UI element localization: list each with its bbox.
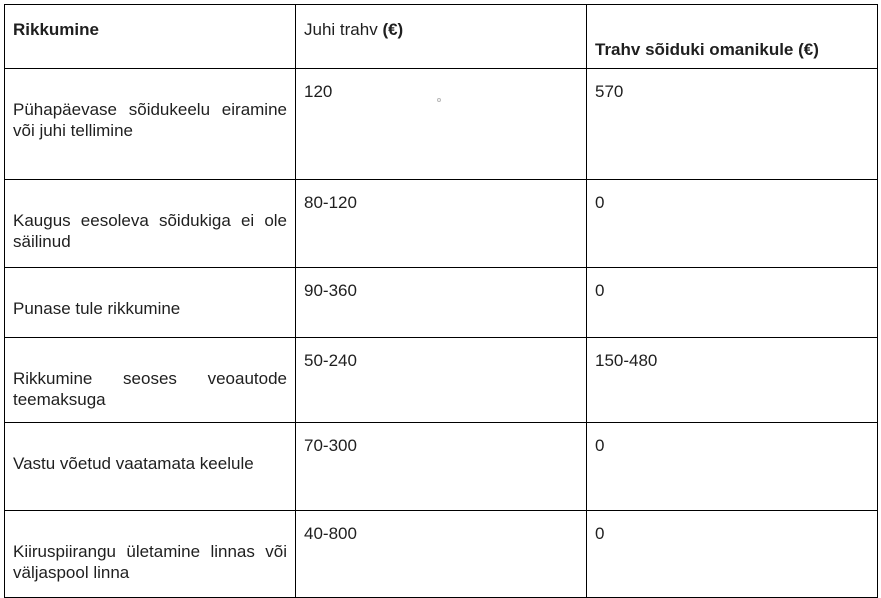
rule-text: Vastu võetud vaatamata keelule bbox=[13, 454, 254, 473]
rule-text: Kiiruspiirangu ületamine linnas või väljaspool linna bbox=[13, 542, 287, 582]
owner-fine-cell bbox=[587, 180, 878, 268]
owner-fine-value: 0 bbox=[595, 436, 605, 455]
driver-fine-cell bbox=[296, 180, 587, 268]
header-owner-label: Trahv sõiduki omanikule (€) bbox=[595, 40, 819, 59]
header-driver-unit: (€) bbox=[382, 20, 404, 39]
rule-cell bbox=[5, 69, 296, 180]
cursor-dot-icon bbox=[437, 98, 441, 102]
header-driver-label bbox=[296, 5, 586, 40]
table-row bbox=[5, 268, 878, 338]
rule-text: Pühapäevase sõidukeelu eiramine või juhi tellimine bbox=[13, 100, 287, 140]
owner-fine-cell bbox=[587, 338, 878, 423]
table-header-row bbox=[5, 5, 878, 69]
driver-fine-value: 120 bbox=[304, 82, 333, 101]
rule-cell bbox=[5, 268, 296, 338]
driver-fine-cell bbox=[296, 268, 587, 338]
owner-fine-cell bbox=[587, 268, 878, 338]
header-driver-prefix: Juhi trahv bbox=[304, 20, 383, 39]
header-cell-rule bbox=[5, 5, 296, 69]
rule-text: Rikkumine seoses veoautode teemaksuga bbox=[13, 369, 287, 409]
header-cell-owner-fine bbox=[587, 5, 878, 69]
rule-cell bbox=[5, 511, 296, 598]
owner-fine-value: 0 bbox=[595, 524, 605, 543]
owner-fine-value: 0 bbox=[595, 193, 605, 212]
rule-text: Punase tule rikkumine bbox=[13, 299, 181, 318]
table-row bbox=[5, 69, 878, 180]
driver-fine-value: 80-120 bbox=[304, 193, 357, 212]
driver-fine-cell bbox=[296, 423, 587, 511]
driver-fine-cell bbox=[296, 69, 587, 180]
driver-fine-value: 90-360 bbox=[304, 281, 357, 300]
header-rule-label: Rikkumine bbox=[13, 20, 99, 39]
owner-fine-cell bbox=[587, 69, 878, 180]
owner-fine-value: 150-480 bbox=[595, 351, 658, 370]
header-cell-driver-fine bbox=[296, 5, 587, 69]
table-row bbox=[5, 511, 878, 598]
rule-cell bbox=[5, 180, 296, 268]
fines-table bbox=[4, 4, 878, 598]
driver-fine-value: 40-800 bbox=[304, 524, 357, 543]
owner-fine-value: 570 bbox=[595, 82, 624, 101]
table-row bbox=[5, 180, 878, 268]
driver-fine-value: 50-240 bbox=[304, 351, 357, 370]
table-row bbox=[5, 338, 878, 423]
table-row bbox=[5, 423, 878, 511]
driver-fine-value: 70-300 bbox=[304, 436, 357, 455]
driver-fine-cell bbox=[296, 338, 587, 423]
driver-fine-cell bbox=[296, 511, 587, 598]
owner-fine-cell bbox=[587, 511, 878, 598]
owner-fine-cell bbox=[587, 423, 878, 511]
owner-fine-value: 0 bbox=[595, 281, 605, 300]
rule-text: Kaugus eesoleva sõidukiga ei ole säilinud bbox=[13, 211, 287, 251]
rule-cell bbox=[5, 338, 296, 423]
rule-cell bbox=[5, 423, 296, 511]
